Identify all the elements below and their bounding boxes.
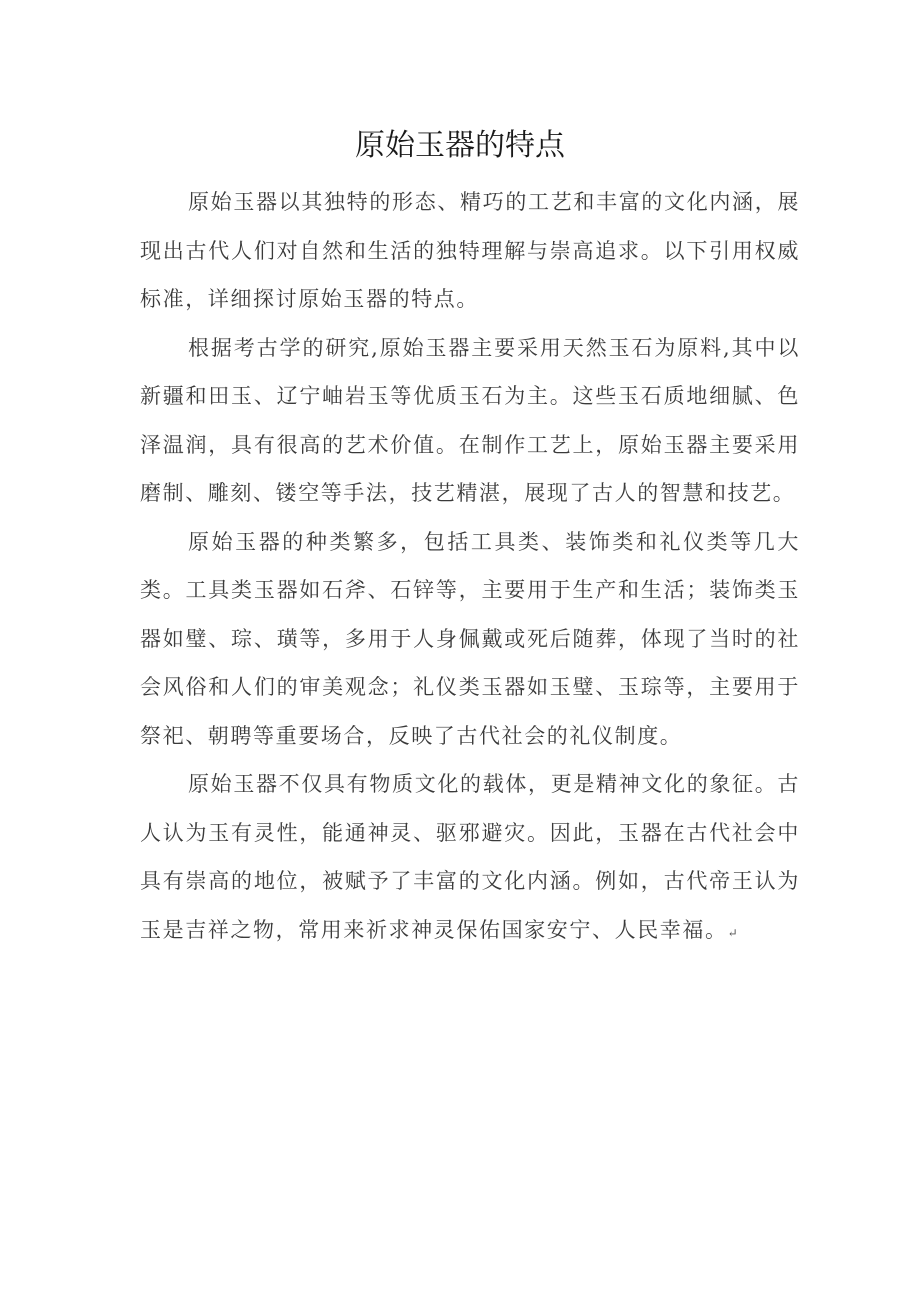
document-body xyxy=(140,178,800,957)
paragraph-intro: 原始玉器以其独特的形态、精巧的工艺和丰富的文化内涵，展现出古代人们对自然和生活的独特理解与崇高追求。以下引用权威标准，详细探讨原始玉器的特点。 xyxy=(140,190,800,311)
document-title: 原始玉器的特点 xyxy=(355,128,565,163)
paragraph-materials-craft: 根据考古学的研究,原始玉器主要采用天然玉石为原料,其中以新疆和田玉、辽宁岫岩玉等优质玉石为主。这些玉石质地细腻、色泽温润，具有很高的艺术价值。在制作工艺上，原始玉器主要采用磨制、雕刻、镂空等手法，技艺精湛，展现了古人的智慧和技艺。 xyxy=(140,335,800,505)
paragraph-categories: 原始玉器的种类繁多，包括工具类、装饰类和礼仪类等几大类。工具类玉器如石斧、石锌等，主要用于生产和生活；装饰类玉器如璧、琮、璜等，多用于人身佩戴或死后随葬，体现了当时的社会风俗和人们的审美观念；礼仪类玉器如玉璧、玉琮等，主要用于祭祀、朝聘等重要场合，反映了古代社会的礼仪制度。 xyxy=(140,529,800,748)
paragraph-cultural-meaning-text: 原始玉器不仅具有物质文化的载体，更是精神文化的象征。古人认为玉有灵性，能通神灵、驱邪避灾。因此，玉器在古代社会中具有崇高的地位，被赋予了丰富的文化内涵。例如，古代帝王认为玉是吉祥之物，常用来祈求神灵保佑国家安宁、人民幸福。 xyxy=(140,772,800,942)
paragraph-cultural-meaning xyxy=(140,760,800,957)
paragraph-end-mark: ↵ xyxy=(727,925,738,940)
